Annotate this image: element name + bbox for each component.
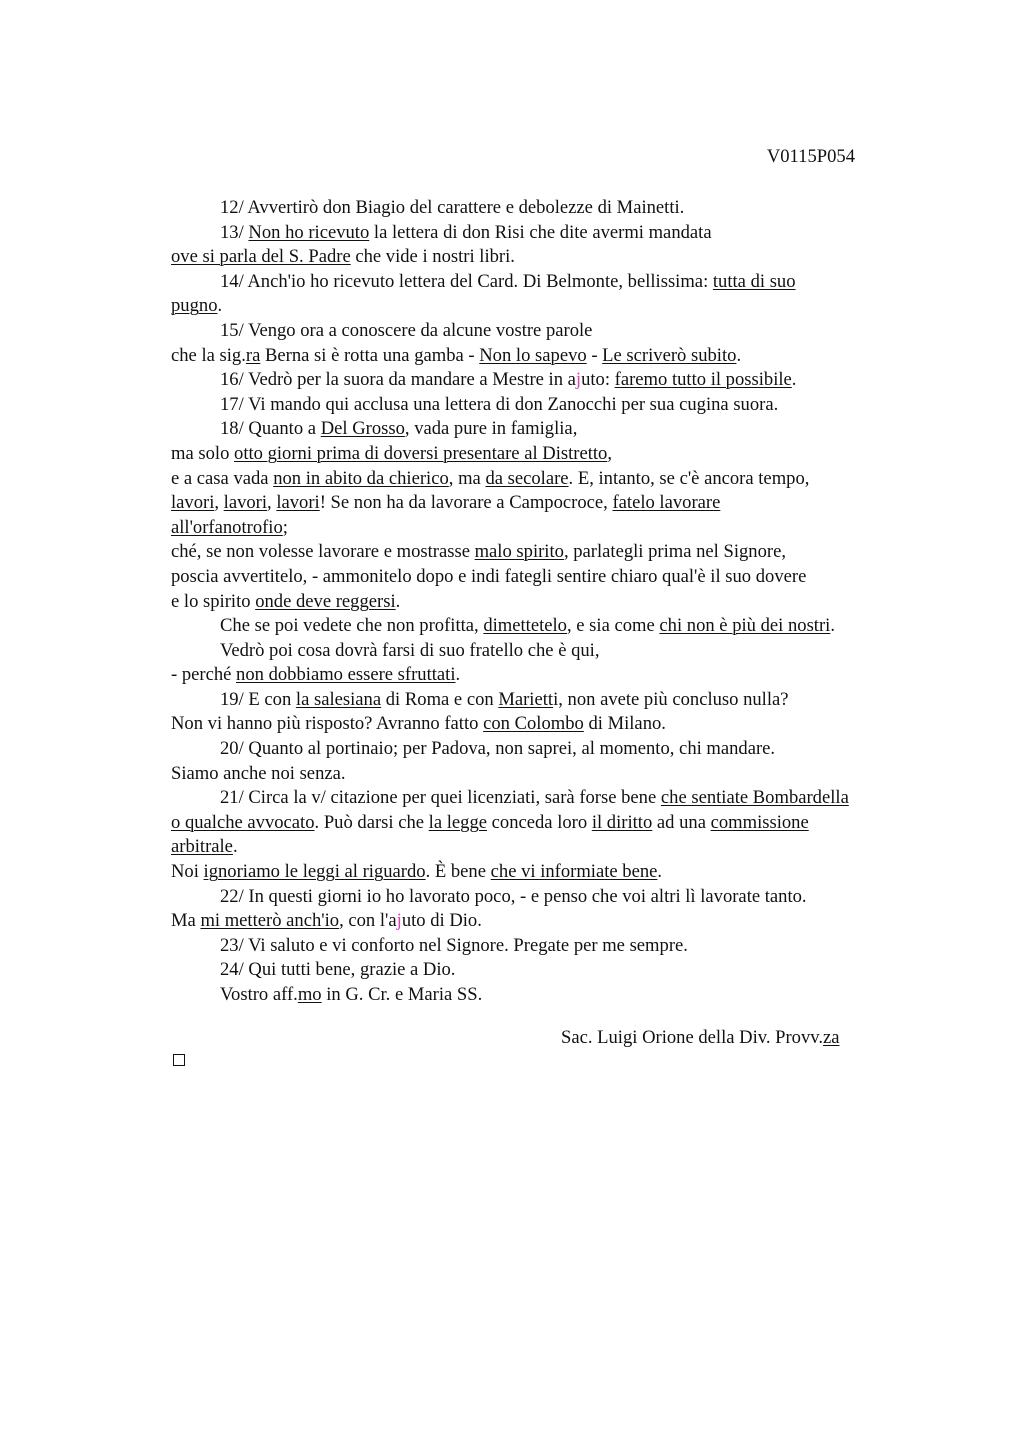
underlined-text: la salesiana: [295, 688, 382, 710]
page-identifier: V0115P054: [766, 146, 855, 167]
text-segment: conceda loro: [487, 811, 592, 833]
text-segment: -: [586, 344, 603, 366]
text-segment: ma solo: [171, 442, 235, 464]
underlined-text: pugno: [171, 295, 218, 317]
text-segment: , parlategli prima nel Signore,: [563, 541, 786, 563]
underlined-text: lavori: [276, 492, 320, 514]
text-line: [171, 516, 931, 541]
text-line: [171, 442, 931, 467]
text-segment: . È bene: [425, 861, 491, 883]
text-segment: 23/ Vi saluto e vi conforto nel Signore. Pregate per me sempre.: [220, 934, 688, 956]
text-line: [171, 344, 931, 369]
text-line: [171, 983, 931, 1008]
underlined-text: mo: [297, 984, 322, 1005]
text-segment: 17/ Vi mando qui acclusa una lettera di don Zanocchi per sua cugina suora.: [220, 393, 779, 415]
text-segment: ;: [282, 516, 288, 538]
text-line: [171, 196, 931, 221]
end-marker-box: [173, 1054, 185, 1066]
underlined-text: fatelo lavorare: [612, 492, 721, 514]
text-line: [171, 688, 931, 713]
text-line: [171, 368, 931, 393]
text-segment: , e sia come: [566, 615, 660, 637]
text-segment: ,: [607, 442, 612, 464]
text-segment: i, non avete più concluso nulla?: [553, 688, 789, 710]
text-line: [171, 491, 931, 516]
text-line: [171, 417, 931, 442]
text-segment: 18/ Quanto a: [220, 418, 321, 440]
text-segment: di Milano.: [583, 713, 666, 735]
underlined-text: lavori: [223, 492, 268, 514]
underlined-text: ignoriamo le leggi al riguardo: [203, 861, 426, 883]
text-segment: uto di Dio.: [401, 910, 482, 932]
text-line: [171, 467, 931, 492]
underlined-text: Mariett: [498, 688, 554, 710]
text-segment: . Può darsi che: [314, 811, 429, 833]
text-line: [171, 221, 931, 246]
underlined-text: dimettetelo: [483, 615, 567, 637]
text-line: [171, 565, 931, 590]
underlined-text: chi non è più dei nostri: [659, 615, 831, 637]
text-segment: - perché: [171, 664, 237, 686]
underlined-text: la legge: [428, 811, 487, 833]
text-segment: 19/ E con: [220, 688, 296, 710]
text-line: [171, 885, 931, 910]
text-segment: Sac. Luigi Orione della Div. Provv.: [561, 1027, 823, 1048]
text-line: [171, 762, 931, 787]
text-segment: la lettera di don Risi che dite avermi mandata: [369, 221, 712, 243]
text-line: [171, 909, 931, 934]
text-segment: Ma: [171, 910, 201, 932]
text-line: [171, 639, 931, 664]
highlighted-letter: j: [575, 369, 582, 391]
text-segment: .: [217, 295, 223, 317]
text-segment: 15/ Vengo ora a conoscere da alcune vostre parole: [220, 319, 593, 341]
underlined-text: o qualche avvocato: [171, 811, 315, 833]
text-segment: e a casa vada: [171, 467, 274, 489]
underlined-text: ra: [245, 344, 261, 366]
text-segment: Non vi hanno più risposto? Avranno fatto: [171, 713, 484, 735]
text-segment: 16/ Vedrò per la suora da mandare a Mestre in a: [220, 369, 576, 391]
text-segment: ché, se non volesse lavorare e mostrasse: [171, 541, 475, 563]
underlined-text: da secolare: [485, 467, 569, 489]
underlined-text: che sentiate Bombardella: [660, 787, 849, 809]
text-segment: in G. Cr. e Maria SS.: [321, 984, 483, 1005]
text-segment: che vide i nostri libri.: [350, 246, 515, 268]
text-line: [171, 393, 931, 418]
text-segment: .: [830, 615, 835, 637]
text-line: [171, 270, 931, 295]
underlined-text: otto giorni prima di doversi presentare al Distretto: [234, 442, 608, 464]
text-segment: Vostro aff.: [220, 984, 298, 1005]
letter-body: [171, 196, 931, 1008]
underlined-text: malo spirito: [474, 541, 564, 563]
text-line: [171, 786, 931, 811]
text-line: [171, 319, 931, 344]
text-segment: .: [232, 836, 238, 858]
text-segment: .: [791, 369, 797, 391]
text-segment: ad una: [652, 811, 711, 833]
text-segment: 22/ In questi giorni io ho lavorato poco, - e penso che voi altri lì lavorate tanto.: [220, 885, 807, 907]
text-line: [171, 245, 931, 270]
underlined-text: tutta di suo: [712, 270, 796, 292]
text-segment: ,: [267, 492, 277, 514]
text-segment: 12/ Avvertirò don Biagio del carattere e debolezze di Mainetti.: [220, 197, 685, 218]
text-segment: ! Se non ha da lavorare a Campocroce,: [319, 492, 613, 514]
text-segment: che la sig.: [171, 344, 246, 366]
text-segment: Siamo anche noi senza.: [171, 762, 346, 784]
text-segment: 13/: [220, 221, 249, 243]
text-segment: .: [455, 664, 461, 686]
underlined-text: za: [822, 1027, 840, 1048]
underlined-text: Non lo sapevo: [479, 344, 587, 366]
highlighted-letter: j: [396, 910, 402, 932]
text-line: [171, 294, 931, 319]
underlined-text: con Colombo: [483, 713, 584, 735]
text-segment: 24/ Qui tutti bene, grazie a Dio.: [220, 959, 456, 981]
underlined-text: arbitrale: [171, 836, 233, 858]
underlined-text: Del Grosso: [320, 418, 405, 440]
text-segment: ,: [214, 492, 224, 514]
text-segment: , con l'a: [339, 910, 397, 932]
text-segment: .: [657, 861, 663, 883]
underlined-text: Le scriverò subito: [602, 344, 737, 366]
text-segment: .: [736, 344, 742, 366]
text-segment: , vada pure in famiglia,: [404, 418, 578, 440]
text-line: [171, 934, 931, 959]
text-line: [171, 663, 931, 688]
underlined-text: il diritto: [591, 811, 653, 833]
underlined-text: non in abito da chierico: [273, 467, 449, 489]
text-segment: Berna si è rotta una gamba -: [260, 344, 480, 366]
underlined-text: faremo tutto il possibile: [614, 369, 792, 391]
text-line: [171, 860, 931, 885]
text-segment: .: [395, 590, 401, 612]
underlined-text: Non ho ricevuto: [248, 221, 370, 243]
text-segment: . E, intanto, se c'è ancora tempo,: [568, 467, 810, 489]
text-line: [171, 737, 931, 762]
text-segment: Noi: [171, 861, 204, 883]
text-segment: 21/ Circa la v/ citazione per quei licenziati, sarà forse bene: [220, 787, 661, 809]
text-segment: di Roma e con: [381, 688, 499, 710]
text-line: [171, 540, 931, 565]
text-segment: 14/ Anch'io ho ricevuto lettera del Card. Di Belmonte, bellissima:: [220, 270, 713, 292]
underlined-text: che vi informiate bene: [490, 861, 658, 883]
text-segment: Che se poi vedete che non profitta,: [220, 615, 484, 637]
text-line: [171, 590, 931, 615]
text-line: [171, 811, 931, 836]
underlined-text: onde deve reggersi: [255, 590, 396, 612]
signature-line: [561, 1026, 840, 1051]
underlined-text: ove si parla del S. Padre: [171, 246, 351, 268]
text-segment: , ma: [448, 467, 486, 489]
underlined-text: all'orfanotrofio: [171, 516, 283, 538]
text-segment: uto:: [581, 369, 615, 391]
underlined-text: commissione: [710, 811, 809, 833]
underlined-text: lavori: [171, 492, 215, 514]
text-line: [171, 958, 931, 983]
underlined-text: non dobbiamo essere sfruttati: [236, 664, 456, 686]
text-line: [171, 835, 931, 860]
text-line: [171, 712, 931, 737]
underlined-text: mi metterò anch'io: [200, 910, 340, 932]
text-line: [171, 614, 931, 639]
text-segment: 20/ Quanto al portinaio; per Padova, non saprei, al momento, chi mandare.: [220, 738, 776, 760]
text-segment: Vedrò poi cosa dovrà farsi di suo fratello che è qui,: [220, 639, 600, 661]
text-segment: e lo spirito: [171, 590, 256, 612]
text-segment: poscia avvertitelo, - ammonitelo dopo e indi fategli sentire chiaro qual'è il suo dovere: [171, 565, 807, 587]
